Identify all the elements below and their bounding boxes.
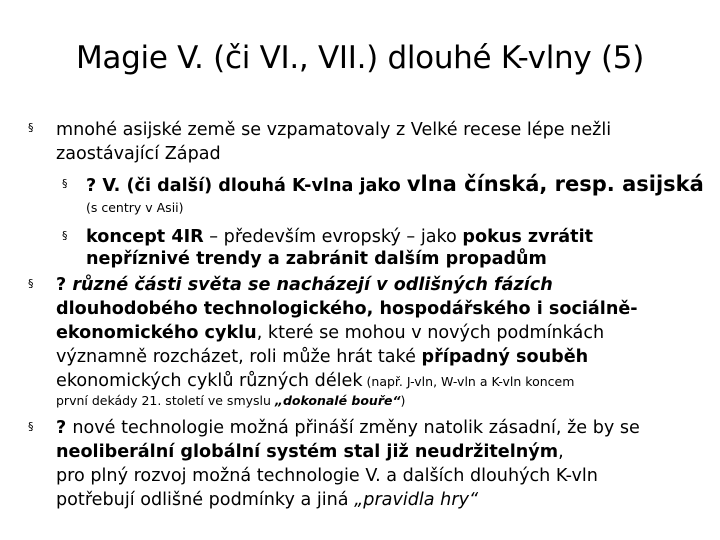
bullet-2-line-3-bold: ekonomického cyklu <box>56 323 257 343</box>
sub-bullet-1a-text: ? V. (či další) dlouhá K-vlna jako <box>86 176 407 196</box>
bullet-marker: § <box>28 420 34 433</box>
bullet-2-line-5-note: (např. J-vln, W-vln a K-vln koncem <box>362 374 575 389</box>
sub-bullet-1a-emphasis: vlna čínská, resp. asijská <box>406 172 704 196</box>
sub-bullet-1b-text: – především evropský – jako <box>203 227 463 247</box>
bullet-1-line-1: mnohé asijské země se vzpamatovaly z Velké recese lépe nežli <box>56 120 612 140</box>
perfect-storm: „dokonalé bouře“ <box>274 393 401 408</box>
bullet-2-line-6-text: první dekády 21. století ve smyslu <box>56 393 275 408</box>
sub-bullet-1b-emphasis: pokus zvrátit <box>462 227 594 247</box>
bullet-2-line-6 <box>56 392 405 410</box>
bullet-2-line-5 <box>56 369 574 394</box>
bullet-2-line-6-close: ) <box>400 393 406 408</box>
bullet-2-line-4-text: významně rozcházet, roli může hrát také <box>56 347 422 367</box>
title-suffix: (5) <box>601 40 645 76</box>
sub-bullet-1b-line-2 <box>86 247 547 271</box>
bullet-3-line-2-comma: , <box>558 442 564 462</box>
bullet-2-line-5-text: ekonomických cyklů různých délek <box>56 371 363 391</box>
concept-4ir: koncept 4IR <box>86 227 204 247</box>
slide-title <box>0 38 720 78</box>
bullet-2-line-4 <box>56 345 588 369</box>
bullet-3-line-1 <box>56 416 640 440</box>
bullet-2-line-1-text: různé části světa se nacházejí v odlišných fázích <box>72 275 553 295</box>
bullet-2-question: ? <box>56 275 73 295</box>
bullet-3-question: ? <box>56 418 73 438</box>
sub-bullet-1a-note: (s centry v Asii) <box>86 200 184 215</box>
sub-bullet-1a <box>86 170 704 200</box>
bullet-3-line-1-text: nové technologie možná přináší změny natolik zásadní, že by se <box>72 418 640 438</box>
bullet-2-line-2 <box>56 297 638 321</box>
rules-of-game: „pravidla hry“ <box>354 490 479 510</box>
bullet-3-line-4-text: potřebují odlišné podmínky a jiná <box>56 490 355 510</box>
bullet-3-line-2 <box>56 440 564 464</box>
title-text: Magie V. (či VI., VII.) dlouhé K-vlny <box>75 40 592 76</box>
sub-bullet-marker: § <box>62 229 68 242</box>
bullet-3-line-3: pro plný rozvoj možná technologie V. a dalších dlouhých K-vln <box>56 466 598 486</box>
bullet-2-line-2-text: dlouhodobého technologického, hospodářského i sociálně- <box>56 299 638 319</box>
bullet-2-line-3-text: , které se mohou v nových podmínkách <box>256 323 605 343</box>
bullet-3-line-4 <box>56 488 478 512</box>
bullet-marker: § <box>28 121 34 134</box>
bullet-2-line-3 <box>56 321 604 345</box>
sub-bullet-1b-line-2-text: nepříznivé trendy a zabránit dalším propadům <box>86 249 547 269</box>
bullet-2-line-4-bold: případný souběh <box>421 347 589 367</box>
sub-bullet-marker: § <box>62 177 68 190</box>
bullet-2-line-1 <box>56 273 553 297</box>
bullet-3-line-2-bold: neoliberální globální systém stal již neudržitelným <box>56 442 559 462</box>
bullet-1-line-2: zaostávající Západ <box>56 144 221 164</box>
bullet-marker: § <box>28 277 34 290</box>
sub-bullet-1b-line-1 <box>86 225 593 249</box>
